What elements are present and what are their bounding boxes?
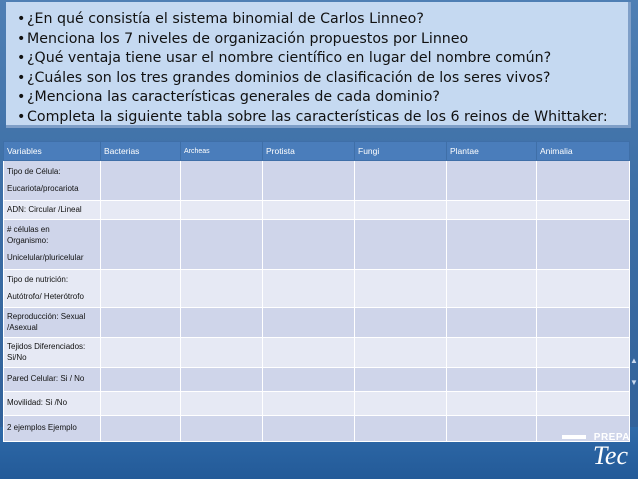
- logo-tec-text: Tec: [592, 441, 628, 470]
- label-line: Autótrofo/ Heterótrofo: [7, 292, 84, 301]
- table-row: [4, 270, 630, 308]
- header-bacterias: Bacterias: [101, 142, 181, 161]
- label-line: ADN: Circular /Lineal: [7, 204, 82, 214]
- table-cell[interactable]: [101, 338, 181, 368]
- table-cell[interactable]: [537, 392, 630, 416]
- row-label: [4, 201, 101, 220]
- table-cell[interactable]: [537, 270, 630, 308]
- question-text: Completa la siguiente tabla sobre las características de los 6 reinos de Whittaker:: [27, 108, 608, 125]
- table-cell[interactable]: [355, 308, 447, 338]
- table-cell[interactable]: [537, 308, 630, 338]
- header-animalia: Animalia: [537, 142, 630, 161]
- table-cell[interactable]: [101, 392, 181, 416]
- table-cell[interactable]: [537, 161, 630, 201]
- logo-bar: [562, 435, 586, 439]
- row-label: [4, 392, 101, 416]
- table-cell[interactable]: [537, 220, 630, 270]
- table-cell[interactable]: [447, 161, 537, 201]
- table-cell[interactable]: [537, 201, 630, 220]
- table-cell[interactable]: [101, 220, 181, 270]
- label-line: # células en: [7, 225, 50, 235]
- label-line: 2 ejemplos Ejemplo: [7, 423, 77, 433]
- header-archeas: Archeas: [181, 142, 263, 161]
- table-cell[interactable]: [263, 201, 355, 220]
- label-gap: [7, 246, 97, 253]
- label-line: Pared Celular: Si / No: [7, 374, 85, 384]
- table-row: [4, 338, 630, 368]
- question-text: ¿Cuáles son los tres grandes dominios de clasificación de los seres vivos?: [27, 69, 551, 86]
- table-cell[interactable]: [355, 270, 447, 308]
- table-row: [4, 161, 630, 201]
- table-cell[interactable]: [181, 308, 263, 338]
- label-gap: [7, 177, 97, 184]
- table-cell[interactable]: [355, 161, 447, 201]
- table-cell[interactable]: [355, 201, 447, 220]
- kingdoms-table: [3, 141, 630, 442]
- question-text: ¿Menciona las características generales de cada dominio?: [27, 89, 440, 106]
- question-text: ¿En qué consistía el sistema binomial de Carlos Linneo?: [27, 11, 424, 27]
- table-cell[interactable]: [263, 338, 355, 368]
- table-cell[interactable]: [263, 220, 355, 270]
- table-row: [4, 220, 630, 270]
- table-cell[interactable]: [101, 270, 181, 308]
- label-line: Tipo de Célula:: [7, 166, 61, 176]
- table-cell[interactable]: [355, 368, 447, 392]
- table-cell[interactable]: [181, 416, 263, 442]
- label-line: Si/No: [7, 352, 27, 362]
- table-cell[interactable]: [447, 416, 537, 442]
- table-cell[interactable]: [263, 392, 355, 416]
- table-cell[interactable]: [181, 201, 263, 220]
- table-cell[interactable]: [355, 220, 447, 270]
- table-cell[interactable]: [263, 270, 355, 308]
- label-line: Organismo:: [7, 235, 49, 245]
- question-text: ¿Qué ventaja tiene usar el nombre científico en lugar del nombre común?: [27, 50, 552, 67]
- table-header-row: [4, 142, 630, 161]
- table-cell[interactable]: [101, 161, 181, 201]
- row-label: [4, 308, 101, 338]
- table-cell[interactable]: [101, 201, 181, 220]
- questions-box: [6, 2, 631, 128]
- table-cell[interactable]: [263, 416, 355, 442]
- table-row: [4, 368, 630, 392]
- table-cell[interactable]: [447, 220, 537, 270]
- label-line: Unicelular/pluricelular: [7, 253, 84, 263]
- question-text: Menciona los 7 niveles de organización propuestos por Linneo: [27, 30, 469, 47]
- table-cell[interactable]: [101, 416, 181, 442]
- table-cell[interactable]: [101, 368, 181, 392]
- table-cell[interactable]: [355, 338, 447, 368]
- row-label: [4, 161, 101, 201]
- table-cell[interactable]: [263, 308, 355, 338]
- scroll-down-icon[interactable]: ▼: [630, 378, 638, 387]
- table-row: [4, 416, 630, 442]
- table-cell[interactable]: [355, 392, 447, 416]
- table-cell[interactable]: [181, 392, 263, 416]
- question-item: • ¿Cuáles son los tres grandes dominios de clasificación de los seres vivos?: [17, 69, 551, 86]
- header-variables: Variables: [4, 142, 101, 161]
- table-cell[interactable]: [181, 270, 263, 308]
- table-cell[interactable]: [181, 161, 263, 201]
- scroll-up-icon[interactable]: ▲: [630, 356, 638, 365]
- table-cell[interactable]: [537, 338, 630, 368]
- question-item: • ¿Menciona las características generales de cada dominio?: [17, 89, 440, 106]
- label-line: Eucariota/procariota: [7, 184, 79, 193]
- table-cell[interactable]: [355, 416, 447, 442]
- table-row: [4, 201, 630, 220]
- table-cell[interactable]: [447, 392, 537, 416]
- row-label: [4, 368, 101, 392]
- table-cell[interactable]: [447, 308, 537, 338]
- table-cell[interactable]: [101, 308, 181, 338]
- table-cell[interactable]: [181, 338, 263, 368]
- question-item: • Menciona los 7 niveles de organización propuestos por Linneo: [17, 30, 469, 47]
- table-cell[interactable]: [181, 220, 263, 270]
- table-cell[interactable]: [537, 368, 630, 392]
- row-label: [4, 338, 101, 368]
- header-plantae: Plantae: [447, 142, 537, 161]
- header-fungi: Fungi: [355, 142, 447, 161]
- question-item: • Completa la siguiente tabla sobre las características de los 6 reinos de Whittaker:: [17, 108, 608, 125]
- table-cell[interactable]: [263, 161, 355, 201]
- prepa-tec-logo: [558, 431, 630, 471]
- row-label: [4, 270, 101, 308]
- table-cell[interactable]: [263, 368, 355, 392]
- question-item: • ¿Qué ventaja tiene usar el nombre científico en lugar del nombre común?: [17, 50, 552, 67]
- label-line: /Asexual: [7, 322, 38, 332]
- table-cell[interactable]: [447, 368, 537, 392]
- question-item: • ¿En qué consistía el sistema binomial de Carlos Linneo?: [17, 11, 424, 27]
- table-row: [4, 308, 630, 338]
- table-cell[interactable]: [447, 338, 537, 368]
- row-label: [4, 220, 101, 270]
- table-row: [4, 392, 630, 416]
- label-gap: [7, 285, 97, 292]
- label-line: Tejidos Diferenciados:: [7, 342, 86, 351]
- label-line: Movilidad: Si /No: [7, 398, 68, 408]
- label-line: Tipo de nutrición:: [7, 274, 69, 284]
- table-cell[interactable]: [181, 368, 263, 392]
- row-label: [4, 416, 101, 442]
- logo-prepa-text: PREPA: [593, 432, 630, 443]
- label-line: Reproducción: Sexual: [7, 312, 86, 321]
- table-cell[interactable]: [447, 201, 537, 220]
- header-protista: Protista: [263, 142, 355, 161]
- table-cell[interactable]: [447, 270, 537, 308]
